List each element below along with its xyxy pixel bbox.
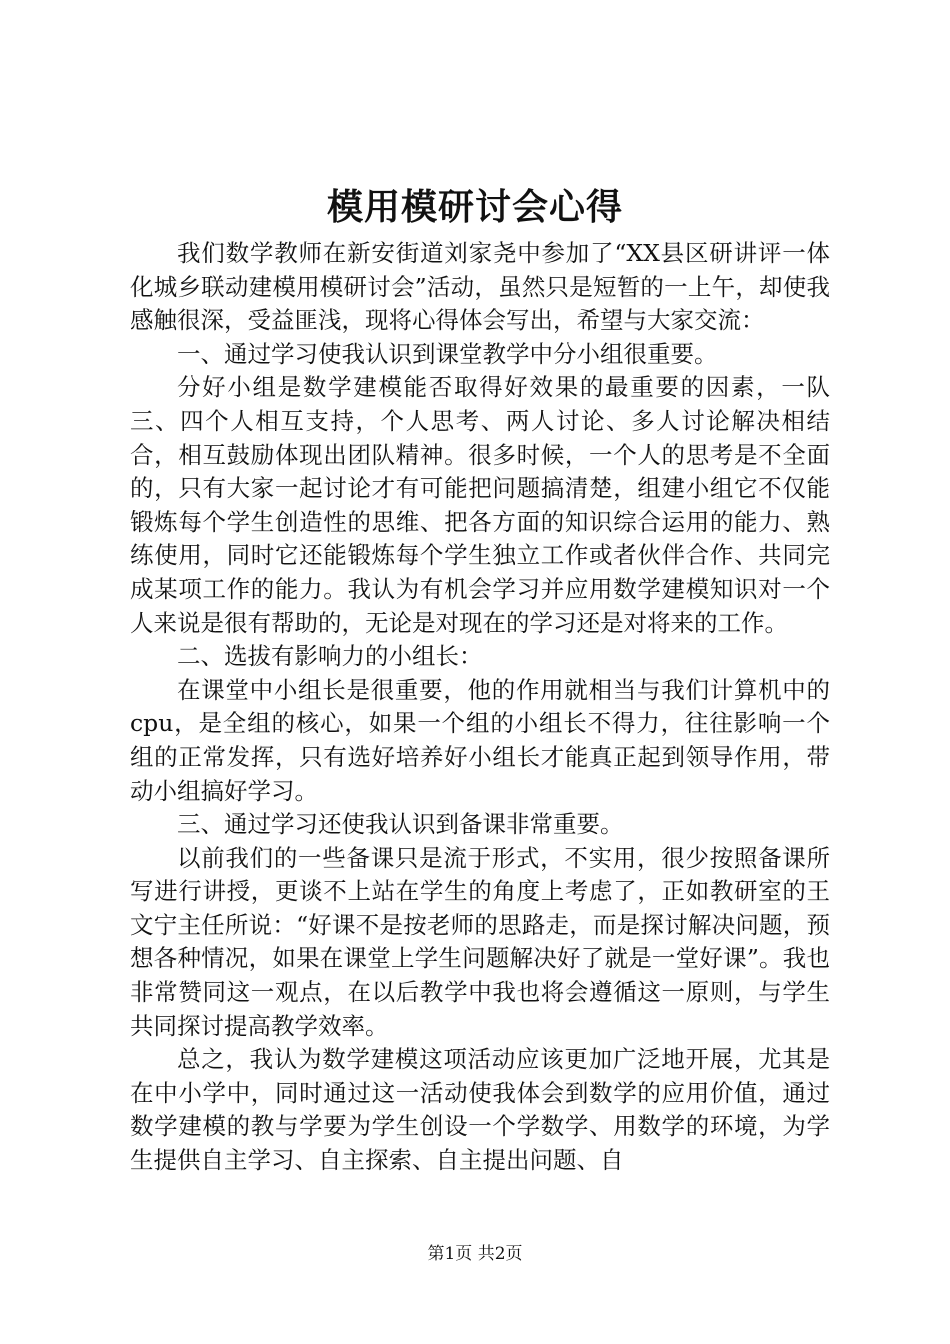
paragraph-conclusion: 总之，我认为数学建模这项活动应该更加广泛地开展，尤其是在中小学中，同时通过这一活动使我体会到数学的应用价值，通过数学建模的教与学要为学生创设一个学数学、用数学的环境，为学生提供自主学习、自主探索、自主提出问题、自 — [130, 1045, 830, 1175]
paragraph-group-leader: 在课堂中小组长是很重要，他的作用就相当与我们计算机中的cpu，是全组的核心，如果一个组的小组长不得力，往往影响一个组的正常发挥，只有选好培养好小组长才能真正起到领导作用，带动小组搞好学习。 — [130, 675, 830, 805]
document-body — [130, 237, 830, 1178]
section-heading-3: 三、通过学习还使我认识到备课非常重要。 — [177, 810, 624, 839]
section-heading-1: 一、通过学习使我认识到课堂教学中分小组很重要。 — [177, 339, 718, 368]
paragraph-groups: 分好小组是数学建模能否取得好效果的最重要的因素，一队三、四个人相互支持，个人思考、两人讨论、多人讨论解决相结合，相互鼓励体现出团队精神。很多时候，一个人的思考是不全面的，只有大家一起讨论才有可能把问题搞清楚，组建小组它不仅能锻炼每个学生创造性的思维、把各方面的知识综合运用的能力、熟练使用，同时它还能锻炼每个学生独立工作或者伙伴合作、共同完成某项工作的能力。我认为有机会学习并应用数学建模知识对一个人来说是很有帮助的，无论是对现在的学习还是对将来的工作。 — [130, 373, 830, 637]
paragraph-intro: 我们数学教师在新安街道刘家尧中参加了“XX县区研讲评一体化城乡联动建模用模研讨会”活动，虽然只是短暂的一上午，却使我感触很深，受益匪浅，现将心得体会写出，希望与大家交流： — [130, 239, 830, 335]
page-number: 第1页 共2页 — [427, 1244, 523, 1264]
document-title: 模用模研讨会心得 — [326, 186, 623, 228]
section-heading-2: 二、选拔有影响力的小组长： — [177, 642, 483, 671]
paragraph-lesson-prep: 以前我们的一些备课只是流于形式，不实用，很少按照备课所写进行讲授，更谈不上站在学生的角度上考虑了，正如教研室的王文宁主任所说：“好课不是按老师的思路走，而是探讨解决问题，预想各种情况，如果在课堂上学生问题解决好了就是一堂好课”。我也非常赞同这一观点，在以后教学中我也将会遵循这一原则，与学生共同探讨提高教学效率。 — [130, 843, 830, 1040]
